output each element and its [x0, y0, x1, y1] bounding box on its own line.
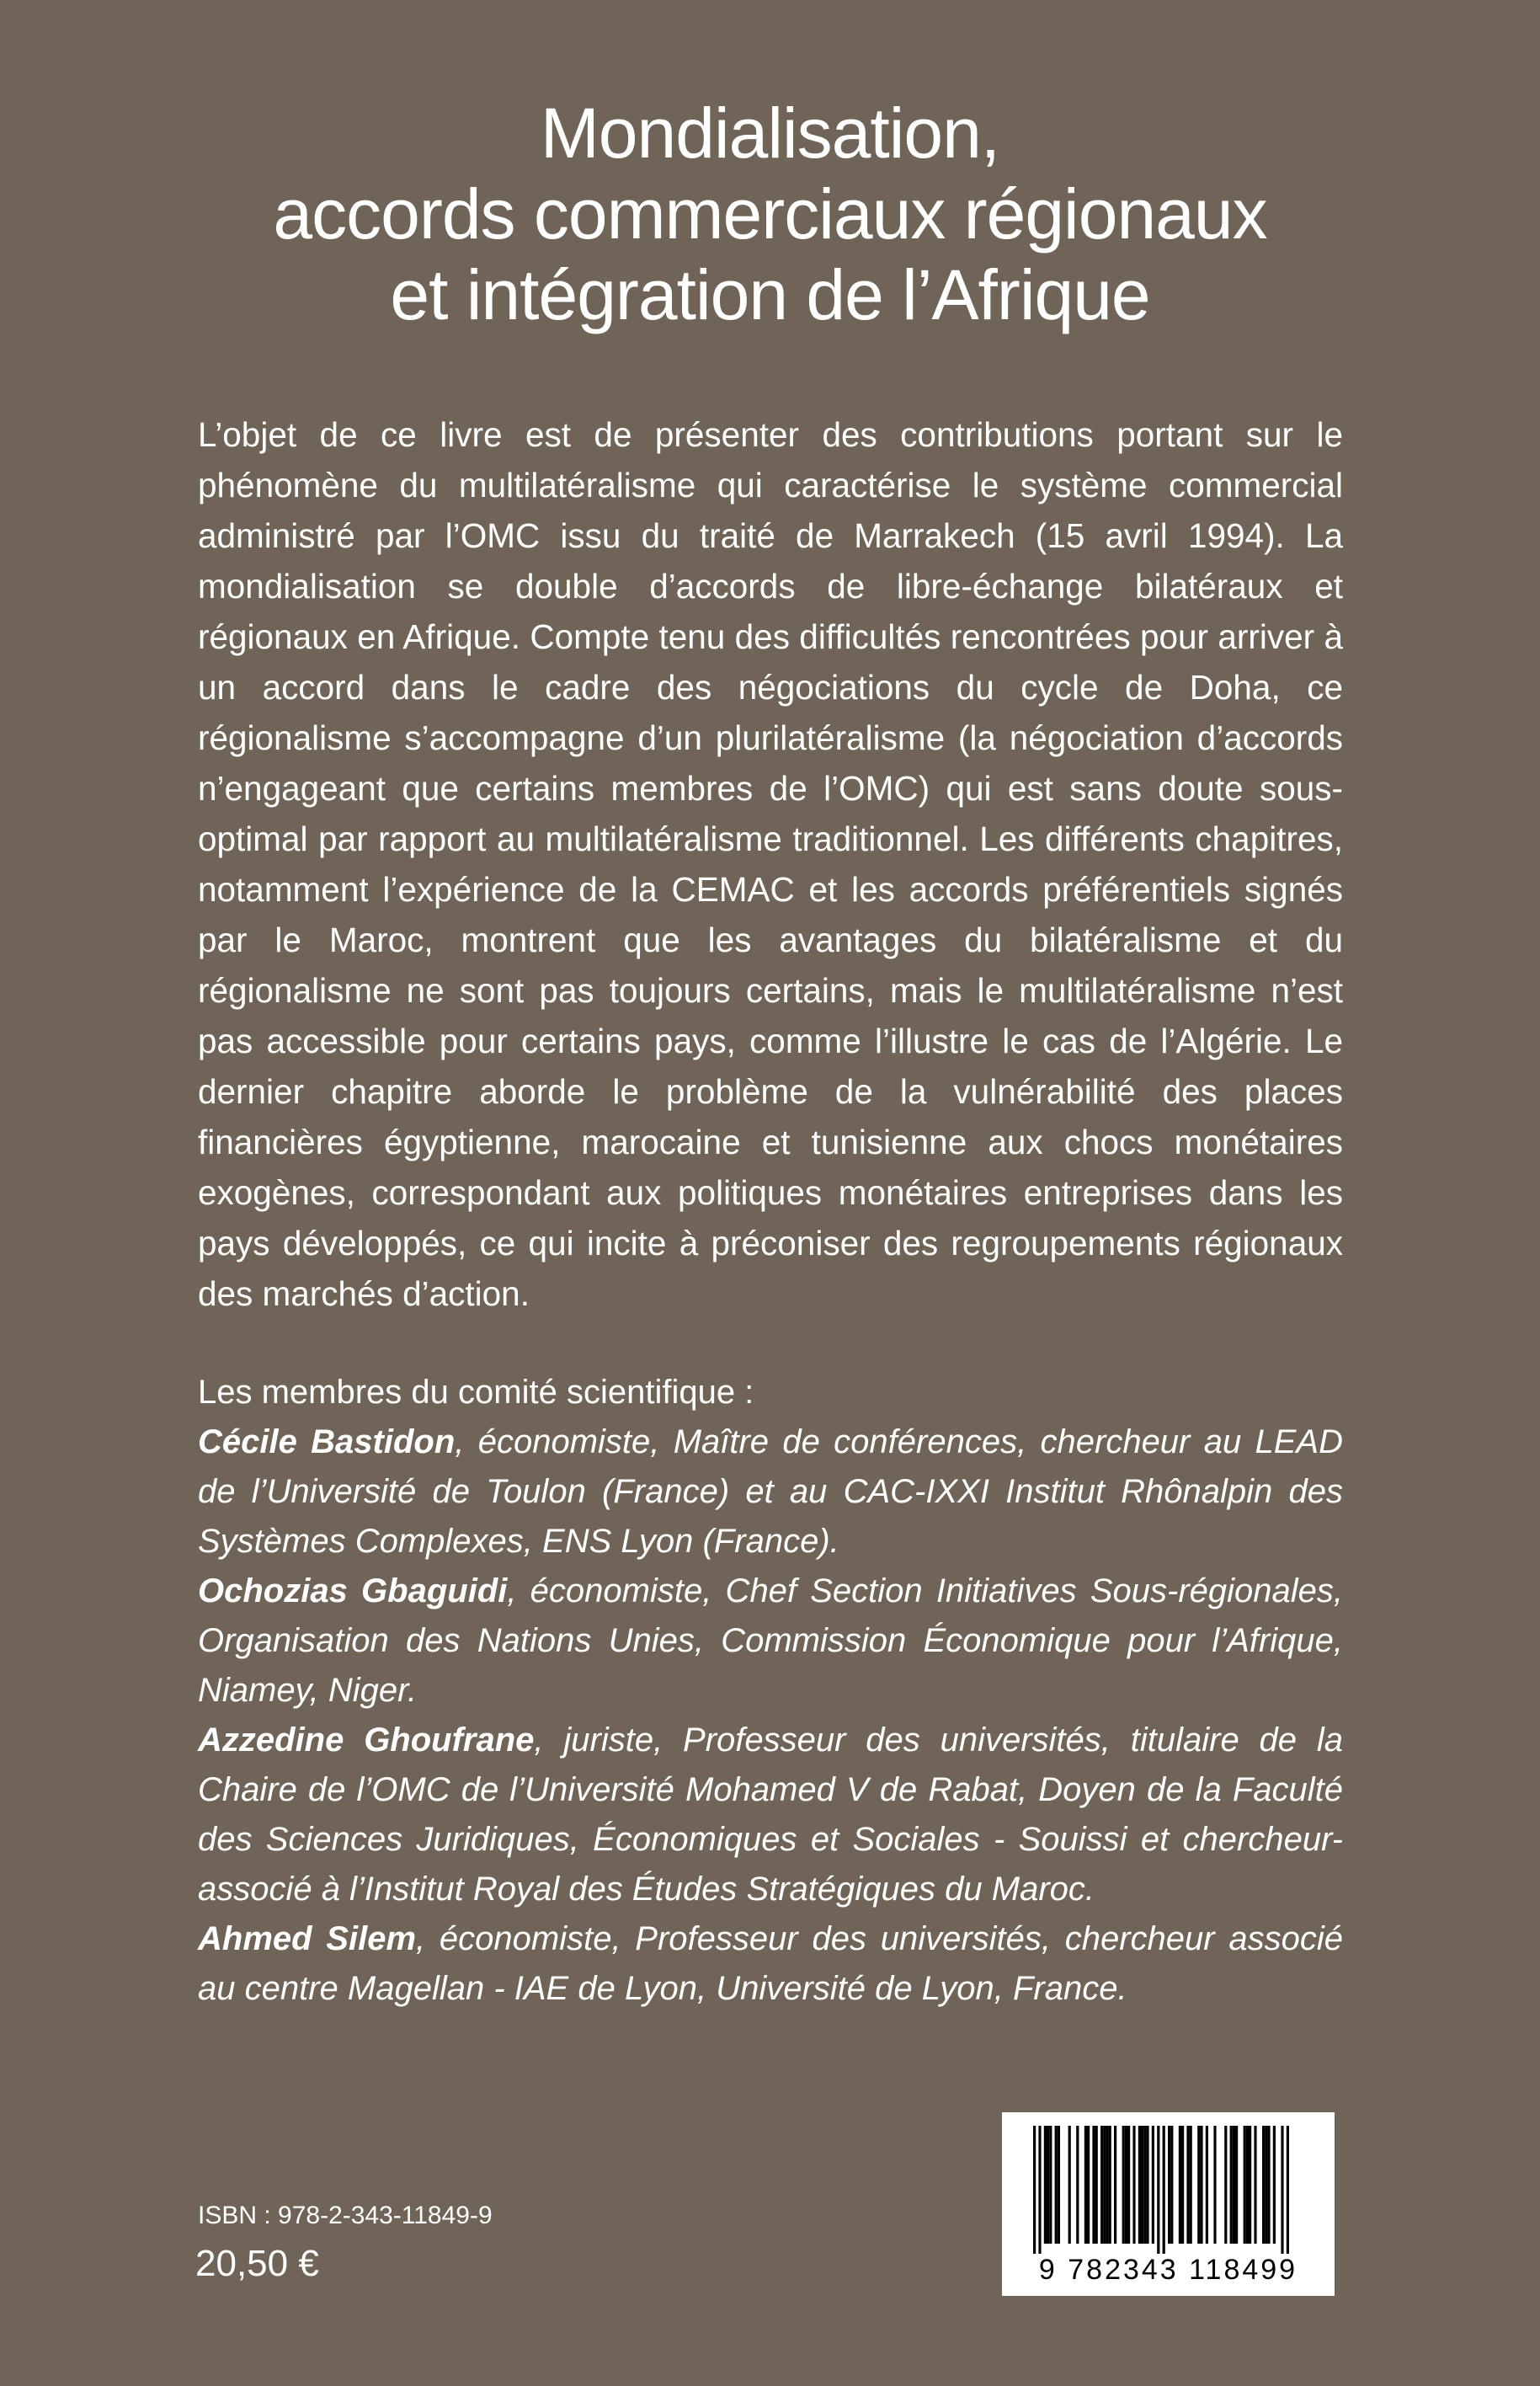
- member-name: Ahmed Silem: [198, 1920, 417, 1957]
- barcode-bar: [1267, 2126, 1270, 2244]
- barcode-bar: [1084, 2126, 1087, 2244]
- barcode-bar: [1181, 2126, 1184, 2244]
- barcode-bar: [1200, 2126, 1202, 2244]
- barcode-bar: [1109, 2126, 1111, 2244]
- barcode-bar: [1141, 2126, 1143, 2244]
- member-name: Cécile Bastidon: [198, 1423, 456, 1460]
- summary-paragraph: L’objet de ce livre est de présenter des contributions portant sur le phénomène du multilatéralisme qui caractérise le système commercial administré par l’OMC issu du traité de Marrakech (15 avril 1994). La mondialisation se double d’accords de libre-échange bilatéraux et régionaux en Afrique. Compte tenu des difficultés rencontrées pour arriver à un accord dans le cadre des négociations du cycle de Doha, ce régionalisme s’accompagne d’un plurilatéralisme (la négociation d’accords n’engageant que certains membres de l’OMC) qui est sans doute sous-optimal par rapport au multilatéralisme traditionnel. Les différents chapitres, notamment l’expérience de la CEMAC et les accords préférentiels signés par le Maroc, montrent que les avantages du bilatéralisme et du régionalisme ne sont pas toujours certains, mais le multilatéralisme n’est pas accessible pour certains pays, comme l’illustre le cas de l’Algérie. Le dernier chapitre aborde le problème de la vulnérabilité des places financières égyptienne, marocaine et tunisienne aux chocs monétaires exogènes, correspondant aux politiques monétaires entreprises dans les pays développés, ce qui incite à préconiser des regroupements régionaux des marchés d’action.: [198, 415, 1343, 1313]
- barcode-bar: [1287, 2126, 1289, 2254]
- barcode-bar: [1168, 2126, 1170, 2244]
- barcode-bar: [1249, 2126, 1251, 2244]
- committee-member: [198, 1914, 1343, 2014]
- barcode-bar: [1262, 2126, 1265, 2244]
- barcode-bar: [1233, 2126, 1235, 2244]
- barcode-bar: [1157, 2126, 1159, 2254]
- barcode-bar: [1076, 2126, 1079, 2244]
- committee-member: [198, 1417, 1343, 1567]
- barcode-bar: [1186, 2126, 1189, 2244]
- title-line-2: accords commerciaux régionaux: [273, 174, 1267, 254]
- barcode-bar: [1049, 2126, 1052, 2244]
- barcode-bar: [1044, 2126, 1047, 2244]
- barcode-bar: [1092, 2126, 1095, 2244]
- barcode-digits: 9 782343 118499: [1038, 2254, 1298, 2286]
- barcode-bar: [1254, 2126, 1256, 2244]
- member-name: Ochozias Gbaguidi: [198, 1572, 508, 1609]
- barcode-bar: [1125, 2126, 1127, 2244]
- title-line-1: Mondialisation,: [540, 93, 1000, 173]
- committee-member: [198, 1716, 1343, 1914]
- member-description: , juriste, Professeur des universités, titulaire de la Chaire de l’OMC de l’Université Mohamed V de Rabat, Doyen de la Faculté des Sciences Juridiques, Économiques et Sociales - Souissi et chercheur-associé à l’Institut Royal des Études Stratégiques du Maroc.: [198, 1721, 1343, 1908]
- barcode-bar: [1281, 2126, 1283, 2254]
- barcode-bar: [1163, 2126, 1165, 2254]
- barcode-bar: [1152, 2126, 1154, 2244]
- barcode-bar: [1143, 2126, 1146, 2244]
- barcode-bar: [1230, 2126, 1233, 2244]
- title-line-3: et intégration de l’Afrique: [390, 255, 1150, 334]
- barcode-bar: [1033, 2126, 1036, 2254]
- barcode-bar: [1273, 2126, 1276, 2244]
- barcode-bar: [1122, 2126, 1125, 2244]
- barcode-bar: [1138, 2126, 1141, 2244]
- barcode-bar: [1132, 2126, 1135, 2244]
- barcode-bar: [1114, 2126, 1116, 2244]
- scientific-committee: [198, 1368, 1343, 2014]
- barcode-bar: [1244, 2126, 1246, 2244]
- book-title: [0, 93, 1540, 335]
- barcode-bar: [1095, 2126, 1098, 2244]
- barcode-bar: [1058, 2126, 1060, 2244]
- member-description: , économiste, Chef Section Initiatives Sous-régionales, Organisation des Nations Unies, Commission Économique pour l’Afrique, Niamey, Niger.: [198, 1572, 1343, 1709]
- member-name: Azzedine Ghoufrane: [198, 1721, 535, 1759]
- barcode-bar: [1100, 2126, 1103, 2244]
- barcode-bar: [1170, 2126, 1173, 2244]
- barcode-bar: [1190, 2126, 1192, 2244]
- barcode-bar: [1038, 2126, 1041, 2254]
- barcode-bar: [1047, 2126, 1049, 2244]
- barcode-bar: [1179, 2126, 1181, 2244]
- member-description: , économiste, Maître de conférences, chercheur au LEAD de l’Université de Toulon (France) et au CAC-IXXI Institut Rhônalpin des Systèmes Complexes, ENS Lyon (France).: [198, 1423, 1343, 1560]
- barcode-bar: [1103, 2126, 1106, 2244]
- committee-heading: Les membres du comité scientifique :: [198, 1374, 754, 1411]
- barcode-bar: [1106, 2126, 1108, 2244]
- committee-member: [198, 1567, 1343, 1716]
- barcode-bar: [1265, 2126, 1267, 2244]
- member-description: , économiste, Professeur des universités, chercheur associé au centre Magellan - IAE de Lyon, Université de Lyon, France.: [198, 1920, 1343, 2007]
- barcode-bar: [1246, 2126, 1249, 2244]
- price-text: 20,50 €: [195, 2243, 319, 2284]
- barcode-bar: [1055, 2126, 1058, 2244]
- barcode-bar: [1213, 2126, 1216, 2244]
- barcode-bar: [1235, 2126, 1238, 2244]
- barcode: [1002, 2112, 1335, 2296]
- barcode-bar: [1206, 2126, 1208, 2244]
- barcode-bar: [1146, 2126, 1148, 2244]
- barcode-bar: [1224, 2126, 1227, 2244]
- isbn-text: ISBN : 978-2-343-11849-9: [198, 2202, 493, 2229]
- barcode-bar: [1068, 2126, 1071, 2244]
- barcode-bar: [1127, 2126, 1130, 2244]
- barcode-bar: [1087, 2126, 1090, 2244]
- barcode-bar: [1197, 2126, 1200, 2244]
